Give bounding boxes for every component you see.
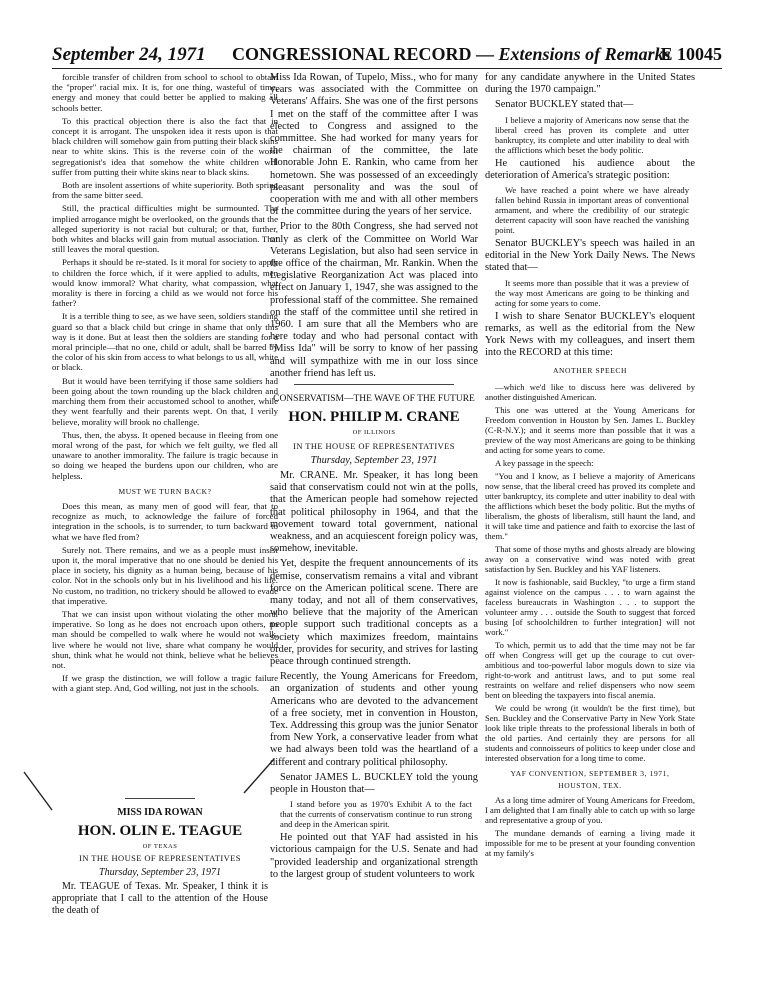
paragraph: To this practical objection there is also the fact that in concept it is arrogant. The unspoken idea it rests upon is that black children will somehow gain from putting their black skins near to white skins. This is the reverse coin of the worst segregationist's idea that somehow the white children will suffer from putting their white skins near to black skins. [52, 115, 278, 177]
paragraph: If we grasp the distinction, we will follow a tragic failure with a giant step. And, God willing, not just in the schools. [52, 673, 278, 694]
header-title [232, 44, 671, 65]
paragraph: Senator BUCKLEY stated that— [495, 99, 634, 111]
paragraph: Both are insolent assertions of white superiority. Both spring from the same bitter seed. [52, 180, 278, 201]
divider [294, 384, 454, 385]
paragraph: Perhaps it should be re-stated. Is it moral for society to apply to children the force which, if it were applied to adults, men would know immoral? What charity, what compassion, what morality is there in forcing a child as we would not force his father? [52, 257, 278, 309]
paragraph: As a long time admirer of Young Americans for Freedom, I am delighted that I am finally able to catch up with so large and representative a group of you. [485, 795, 695, 826]
block-quote: We have reached a point where we have already fallen behind Russia in important areas of conventional armament, and where the credibility of our strategic deterrent capacity will soon have reached the vanishing point. [495, 185, 689, 236]
paragraph: Senator BUCKLEY's speech was hailed in an editorial in the New York Daily News. The News stated that— [485, 238, 695, 274]
column-1 [52, 72, 278, 697]
paragraph: It now is fashionable, said Buckley, "to urge a firm stand against violence on the campus . . . to warn against the faceless bureaucrats in Washington . . . to support the volunteer army . . . outside the South to suggest that forced busing [of schoolchildren to further integration] will not work." [485, 576, 695, 637]
paragraph: He pointed out that YAF had assisted in his victorious campaign for the U.S. Senate and had "provided leadership and organizational strength to the largest group of student volunteers to work [270, 832, 478, 880]
block-quote: I believe a majority of Americans now sense that the liberal creed has proven its complete and utter bankruptcy, its complete and utter inability to deal with the afflictions which beset the body politic. [495, 114, 689, 155]
divider [125, 798, 195, 799]
paragraph: To which, permit us to add that the time may not be far off when Congress will get up the courage to cut over-ambitious and too-powerful labor moguls down to size via right-to-work and antitrust laws, and to put some real restraints on welfare and relief dispensers who now seem bent on bleeding the taxpayers into fiscal anemia. [485, 639, 695, 700]
speaker-state: OF TEXAS [142, 842, 178, 850]
paragraph: forcible transfer of children from school to school to obtain the "proper" racial mix. It is, for one thing, wasteful of time, energy and money that could better be applied to making all schools better. [52, 72, 278, 113]
header-subtitle: Extensions of Remarks [498, 44, 671, 64]
page-header [52, 44, 722, 69]
paragraph: That we can insist upon without violating the other moral imperative. So long as he does not encroach upon others, no man should be compelled to walk where he would not walk, live where he would not live, share what company he would shun, think what he would not think, believe what he believes not. [52, 608, 278, 670]
paragraph: Thus, then, the abyss. It opened because in fleeing from one moral wrong of the past, for which we felt guilty, we fled all unaware to another immorality. The failure is tragic because in so doing we heaped the burdens upon our children, who are helpless. [52, 429, 278, 481]
yaf-location: HOUSTON, TEX. [558, 780, 622, 790]
block-quote: I stand before you as 1970's Exhibit A to the fact that the currents of conservatism continue to run strong and deep in the American spirit. [280, 799, 472, 830]
house-line: IN THE HOUSE OF REPRESENTATIVES [79, 853, 241, 864]
paragraph: This one was uttered at the Young Americans for Freedom convention in Houston by Sen. James L. Buckley (C-R-N.Y.); and it seems more than possible that it was a preview of the way most Americans are going to be thinking and acting for some years to come. [485, 404, 695, 455]
paragraph: He cautioned his audience about the deterioration of America's strategic position: [485, 157, 695, 181]
session-date: Thursday, September 23, 1971 [99, 866, 221, 878]
column-2 [270, 72, 478, 884]
yaf-heading: YAF CONVENTION, SEPTEMBER 3, 1971, [510, 768, 670, 778]
speaker-name: HON. PHILIP M. CRANE [288, 409, 460, 426]
column-3 [485, 72, 695, 861]
paragraph: "You and I know, as I believe a majority of Americans now sense, that the liberal creed has proved its complete and utter bankruptcy, its complete and utter inability to deal with the afflictions which beset the body politic. But the myths of liberalism, the ghosts of liberalism, still haunt the land, and it will take time and patience and faith to exorcise the last of them." [485, 470, 695, 541]
margin-bracket-mark [22, 770, 57, 815]
paragraph: We could be wrong (it wouldn't be the first time), but Sen. Buckley and the Conservative Party in New York State look like triple threats to the professional liberals in both of the old parties. And certainly they are persons for all students and connoisseurs of politics to keep under close and interested observation for a long time to come. [485, 702, 695, 763]
paragraph: That some of those myths and ghosts already are blowing away on a conservative wind was noted with great satisfaction by Sen. Buckley and his YAF listeners. [485, 543, 695, 574]
paragraph: But it would have been terrifying if those same soldiers had been going about the town rounding up the black children and marching them from their accustomed school to another, while they went fearfully and their parents wept. On that, I verily believe, morality will brook no challenge. [52, 375, 278, 427]
margin-bracket-mark [240, 757, 276, 797]
paragraph: Mr. CRANE. Mr. Speaker, it has long been said that conservatism could not win at the polls, that the American people had somehow rejected that political philosophy in 1964, and that the movement toward total government, national weakness, and an acquiescent foreign policy was, somehow, inevitable. [270, 469, 478, 555]
paragraph: Senator JAMES L. BUCKLEY told the young people in Houston that— [270, 771, 478, 795]
paragraph: Recently, the Young Americans for Freedom, an organization of students and other young Americans who are devoted to the advancement of a free society, met in convention in Houston, Tex. Addressing this group was the junior Senator from New York, a conservative leader from what we had always been told was the heartland of a different and contrary political philosophy. [270, 671, 478, 768]
house-line: IN THE HOUSE OF REPRESENTATIVES [293, 441, 455, 452]
paragraph: The mundane demands of earning a living made it impossible for me to be present at your founding convention at my family's [485, 828, 695, 859]
paragraph: Prior to the 80th Congress, she had served not only as clerk of the Committee on World War Veterans Legislation, but also had seen service in the office of the chairman, Mr. Rankin. When the Legislative Reorganization Act was placed into effect on January 1, 1947, she was assigned to the professional staff of the committee. She remained on the staff of the committee until she retired in 1960. I am sure that all the Members who are here today and who had personal contact with "Miss Ida" will be sorry to know of her passing and will sympathize with me in our loss since another friend has left us. [270, 221, 478, 379]
paragraph: Still, the practical difficulties might be surmounted. The implied arrogance might be overlooked, on the grounds that the alleged superiority is not racial but cultural; or that, further, both whites and blacks will gain from mutual association. That still leaves the moral question. [52, 203, 278, 255]
paragraph: —which we'd like to discuss here was delivered by another distinguished American. [485, 381, 695, 402]
ida-rowan-section [52, 792, 268, 919]
speaker-name: HON. OLIN E. TEAGUE [77, 822, 243, 839]
paragraph: A key passage in the speech: [495, 457, 594, 468]
section-title: MISS IDA ROWAN [117, 807, 203, 818]
paragraph: Yet, despite the frequent announcements of its demise, conservatism remains a vital and vibrant force on the American political scene. There are many today, and not all of them conservatives, who believe that the majority of the American people support such traditional concepts as a society which maximizes freedom, maintains order, provides for security, and strives for lasting peace through continued strength. [270, 558, 478, 667]
subheading: ANOTHER SPEECH [552, 366, 628, 376]
session-date: Thursday, September 23, 1971 [310, 454, 438, 466]
header-date: September 24, 1971 [52, 44, 206, 65]
header-page-number: E 10045 [660, 44, 722, 64]
speaker-state: OF ILLINOIS [352, 429, 396, 437]
subheading: MUST WE TURN BACK? [118, 486, 212, 496]
header-record-title: CONGRESSIONAL RECORD — [232, 44, 495, 64]
paragraph: Miss Ida Rowan, of Tupelo, Miss., who for many years was associated with the Committee on Veterans' Affairs. She was one of the first persons I met on the staff of the committee after I was elected to Congress and assigned to the committee. She had worked for many years for the chairman of the committee, the late Honorable John E. Rankin, who came from her hometown. She was possessed of an exceedingly pleasant personality and was the soul of cooperation with me and with all other members of the committee during the years of her service. [270, 72, 478, 218]
block-quote: It seems more than possible that it was a preview of the way most Americans are going to be thinking and acting for some years to come. [495, 277, 689, 308]
paragraph: for any candidate anywhere in the United States during the 1970 campaign." [485, 72, 695, 96]
paragraph: Mr. TEAGUE of Texas. Mr. Speaker, I think it is appropriate that I call to the attention of the House the death of [52, 881, 268, 916]
paragraph: It is a terrible thing to see, as we have seen, soldiers standing guard so that a black child but cringe in shame that only this way is it done. But at least then the soldiers are standing for a moral principle—that no one, child or adult, shall be barred by the color of his skin from access to what belongs to us all, white or black. [52, 311, 278, 373]
paragraph: Surely not. There remains, and we as a people must insist upon it, the moral imperative that no one should be denied his place in society, his dignity as a human being, because of his color. Not in the schools only but in his livelihood and his life. No custom, no tradition, no trickery should be allowed to evade that imperative. [52, 544, 278, 606]
paragraph: Does this mean, as many men of good will fear, that to recognize as much, to acknowledge the failure of forced integration in the schools, is to surrender, to turn backward to what we have fled from? [52, 500, 278, 542]
paragraph: I wish to share Senator BUCKLEY's eloquent remarks, as well as the editorial from the New York News with my colleagues, and insert them into the RECORD at this time: [485, 310, 695, 359]
section-title: CONSERVATISM—THE WAVE OF THE FUTURE [273, 394, 475, 405]
